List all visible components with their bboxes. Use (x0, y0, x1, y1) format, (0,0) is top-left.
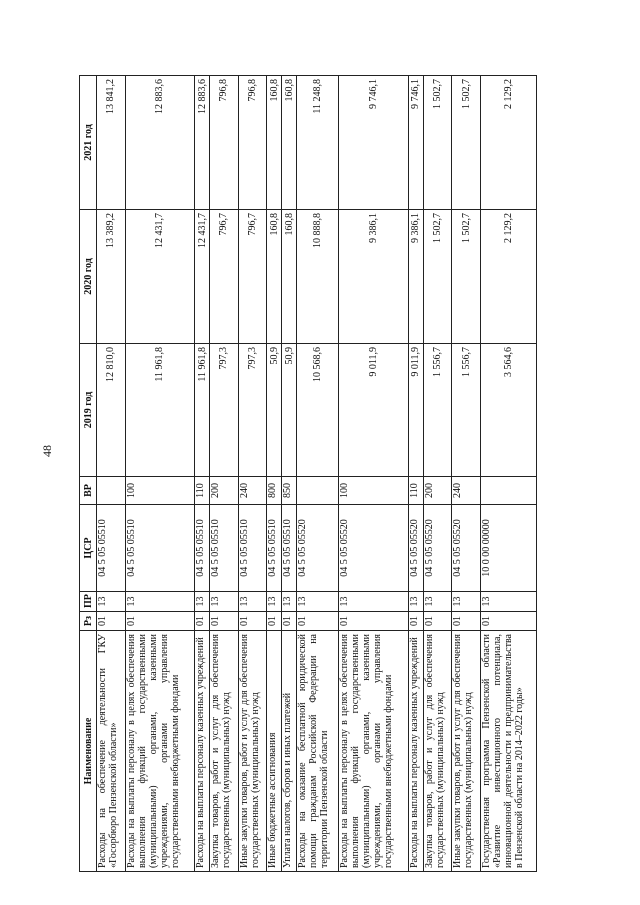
row-rz: 01 (267, 612, 282, 631)
row-vr: 850 (282, 477, 297, 505)
table-row (339, 76, 409, 872)
row-pr: 13 (195, 592, 210, 612)
row-2021: 796,8 (238, 76, 267, 210)
row-vr: 110 (195, 477, 210, 505)
row-pr: 13 (97, 592, 126, 612)
row-pr: 13 (452, 592, 481, 612)
row-pr: 13 (267, 592, 282, 612)
table-row (423, 76, 452, 872)
table-row (297, 76, 339, 872)
row-2021: 1 502,7 (452, 76, 481, 210)
row-vr: 110 (408, 477, 423, 505)
row-2020: 796,7 (238, 210, 267, 344)
row-2021: 13 841,2 (97, 76, 126, 210)
table-row (408, 76, 423, 872)
row-vr: 100 (125, 477, 195, 505)
row-name: Государственная программа Пензенской области «Развитие инвестиционного потенциала, инновационной деятельности и предпринимательства в Пензенской области на 2014–2022 годы» (480, 631, 536, 872)
row-csr: 04 5 05 05520 (339, 505, 409, 592)
row-pr: 13 (282, 592, 297, 612)
row-pr: 13 (238, 592, 267, 612)
row-rz: 01 (210, 612, 239, 631)
header-csr: ЦСР (80, 505, 97, 592)
row-2019: 1 556,7 (423, 344, 452, 477)
row-2021: 796,8 (210, 76, 239, 210)
row-2020: 160,8 (282, 210, 297, 344)
table-row (195, 76, 210, 872)
row-rz: 01 (97, 612, 126, 631)
row-rz: 01 (238, 612, 267, 631)
row-2019: 797,3 (238, 344, 267, 477)
row-vr (97, 477, 126, 505)
row-2021: 11 248,8 (297, 76, 339, 210)
table-row (282, 76, 297, 872)
row-rz: 01 (423, 612, 452, 631)
header-name: Наименование (80, 631, 97, 872)
header-rz: Рз (80, 612, 97, 631)
row-vr (297, 477, 339, 505)
row-2020: 9 386,1 (339, 210, 409, 344)
row-2019: 50,9 (267, 344, 282, 477)
row-2019: 10 568,6 (297, 344, 339, 477)
row-csr: 04 5 05 05510 (267, 505, 282, 592)
row-name: Расходы на выплаты персоналу казенных учреждений (408, 631, 423, 872)
row-2021: 160,8 (267, 76, 282, 210)
row-2021: 9 746,1 (408, 76, 423, 210)
page-number: 48 (40, 445, 54, 457)
row-2019: 11 961,8 (195, 344, 210, 477)
row-csr: 04 5 05 05520 (297, 505, 339, 592)
table-row (267, 76, 282, 872)
header-pr: ПР (80, 592, 97, 612)
row-2019: 1 556,7 (452, 344, 481, 477)
row-csr: 04 5 05 05520 (423, 505, 452, 592)
row-vr (480, 477, 536, 505)
budget-table-rotated (79, 76, 537, 872)
row-2020: 2 129,2 (480, 210, 536, 344)
row-2021: 12 883,6 (125, 76, 195, 210)
row-csr: 04 5 05 05510 (125, 505, 195, 592)
table-row (238, 76, 267, 872)
row-2021: 9 746,1 (339, 76, 409, 210)
row-vr: 240 (238, 477, 267, 505)
row-pr: 13 (125, 592, 195, 612)
row-2021: 12 883,6 (195, 76, 210, 210)
row-pr: 13 (408, 592, 423, 612)
row-pr: 13 (339, 592, 409, 612)
header-2020: 2020 год (80, 210, 97, 344)
row-name: Расходы на обеспечение деятельности ГКУ «Госорбюро Пензенской области» (97, 631, 126, 872)
row-rz: 01 (297, 612, 339, 631)
row-2020: 13 389,2 (97, 210, 126, 344)
row-2021: 2 129,2 (480, 76, 536, 210)
row-name: Иные закупки товаров, работ и услуг для обеспечения государственных (муниципальных) нужд (452, 631, 481, 872)
row-vr: 100 (339, 477, 409, 505)
row-pr: 13 (297, 592, 339, 612)
row-pr: 13 (480, 592, 536, 612)
table-row (480, 76, 536, 872)
row-rz: 01 (195, 612, 210, 631)
row-name: Расходы на выплаты персоналу в целях обеспечения выполнения функций государственными (муниципальными) органами, казенными учреждениями, органами управления государственными внебюджетными фондами (125, 631, 195, 872)
table-row (125, 76, 195, 872)
header-vr: ВР (80, 477, 97, 505)
table-row (452, 76, 481, 872)
row-vr: 200 (210, 477, 239, 505)
row-pr: 13 (423, 592, 452, 612)
header-2019: 2019 год (80, 344, 97, 477)
row-vr: 240 (452, 477, 481, 505)
row-csr: 04 5 05 05510 (195, 505, 210, 592)
row-name: Закупка товаров, работ и услуг для обеспечения государственных (муниципальных) нужд (210, 631, 239, 872)
row-name: Расходы на оказание бесплатной юридической помощи гражданам Российской Федерации на территории Пензенской области (297, 631, 339, 872)
row-csr: 04 5 05 05510 (97, 505, 126, 592)
row-2019: 797,3 (210, 344, 239, 477)
row-rz: 01 (480, 612, 536, 631)
row-name: Закупка товаров, работ и услуг для обеспечения государственных (муниципальных) нужд (423, 631, 452, 872)
row-2019: 9 011,9 (339, 344, 409, 477)
row-2020: 9 386,1 (408, 210, 423, 344)
row-2019: 50,9 (282, 344, 297, 477)
row-name: Уплата налогов, сборов и иных платежей (282, 631, 297, 872)
row-2020: 796,7 (210, 210, 239, 344)
row-pr: 13 (210, 592, 239, 612)
budget-table (79, 75, 537, 872)
row-csr: 04 5 05 05520 (408, 505, 423, 592)
row-csr: 04 5 05 05510 (210, 505, 239, 592)
row-rz: 01 (452, 612, 481, 631)
row-2020: 160,8 (267, 210, 282, 344)
row-rz: 01 (282, 612, 297, 631)
row-vr: 800 (267, 477, 282, 505)
row-2019: 12 810,0 (97, 344, 126, 477)
row-2019: 11 961,8 (125, 344, 195, 477)
row-2021: 1 502,7 (423, 76, 452, 210)
row-rz: 01 (125, 612, 195, 631)
row-2020: 1 502,7 (423, 210, 452, 344)
row-2019: 9 011,9 (408, 344, 423, 477)
row-rz: 01 (339, 612, 409, 631)
table-row (97, 76, 126, 872)
header-2021: 2021 год (80, 76, 97, 210)
row-name: Расходы на выплаты персоналу в целях обеспечения выполнения функций государственными (муниципальными) органами, казенными учреждениями, органами управления государственными внебюджетными фондами (339, 631, 409, 872)
row-2021: 160,8 (282, 76, 297, 210)
header-row (80, 76, 97, 872)
row-vr: 200 (423, 477, 452, 505)
row-csr: 04 5 05 05510 (238, 505, 267, 592)
row-csr: 04 5 05 05520 (452, 505, 481, 592)
row-csr: 04 5 05 05510 (282, 505, 297, 592)
row-name: Расходы на выплаты персоналу казенных учреждений (195, 631, 210, 872)
row-2020: 12 431,7 (125, 210, 195, 344)
row-rz: 01 (408, 612, 423, 631)
row-2020: 12 431,7 (195, 210, 210, 344)
table-row (210, 76, 239, 872)
row-name: Иные закупки товаров, работ и услуг для обеспечения государственных (муниципальных) нужд (238, 631, 267, 872)
row-2020: 10 888,8 (297, 210, 339, 344)
row-2020: 1 502,7 (452, 210, 481, 344)
row-name: Иные бюджетные ассигнования (267, 631, 282, 872)
row-2019: 3 564,6 (480, 344, 536, 477)
row-csr: 10 0 00 00000 (480, 505, 536, 592)
